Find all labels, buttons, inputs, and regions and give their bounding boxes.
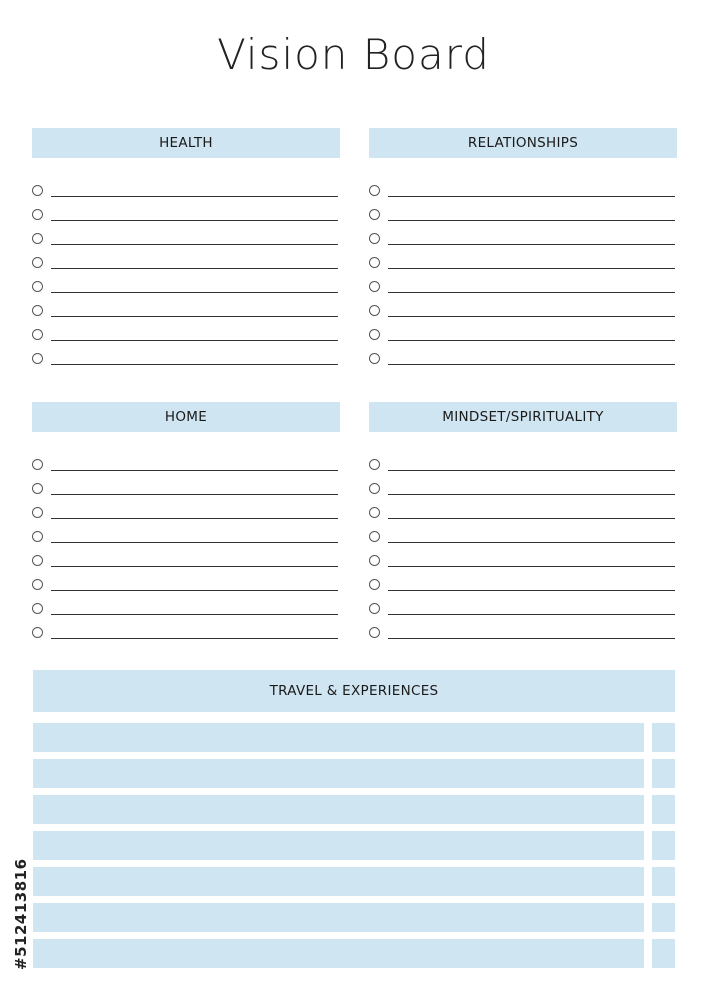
checklist-row bbox=[32, 278, 340, 302]
checkbox-circle[interactable] bbox=[32, 257, 43, 268]
travel-entry-field[interactable] bbox=[33, 831, 644, 860]
writing-line[interactable] bbox=[388, 292, 675, 293]
checklist-row bbox=[32, 480, 340, 504]
writing-line[interactable] bbox=[51, 244, 338, 245]
writing-line[interactable] bbox=[388, 268, 675, 269]
checkbox-circle[interactable] bbox=[369, 507, 380, 518]
checklist-row bbox=[32, 350, 340, 374]
writing-line[interactable] bbox=[388, 316, 675, 317]
section-mindset-spirituality bbox=[369, 402, 677, 648]
checklist-row bbox=[32, 576, 340, 600]
section-travel-experiences bbox=[33, 670, 675, 975]
travel-check-field[interactable] bbox=[652, 759, 675, 788]
travel-entry-field[interactable] bbox=[33, 723, 644, 752]
checklist bbox=[369, 182, 677, 374]
writing-line[interactable] bbox=[51, 292, 338, 293]
travel-check-field[interactable] bbox=[652, 723, 675, 752]
checklist-row bbox=[369, 230, 677, 254]
travel-check-field[interactable] bbox=[652, 903, 675, 932]
checkbox-circle[interactable] bbox=[369, 579, 380, 590]
checklist-row bbox=[369, 456, 677, 480]
travel-entry-field[interactable] bbox=[33, 759, 644, 788]
writing-line[interactable] bbox=[51, 566, 338, 567]
travel-row bbox=[33, 795, 675, 824]
checklist-row bbox=[32, 230, 340, 254]
checklist-row bbox=[32, 326, 340, 350]
writing-line[interactable] bbox=[51, 470, 338, 471]
section-header: MINDSET/SPIRITUALITY bbox=[369, 402, 677, 432]
checklist-row bbox=[32, 600, 340, 624]
checkbox-circle[interactable] bbox=[369, 305, 380, 316]
writing-line[interactable] bbox=[388, 518, 675, 519]
checklist-row bbox=[369, 254, 677, 278]
checkbox-circle[interactable] bbox=[369, 209, 380, 220]
writing-line[interactable] bbox=[388, 590, 675, 591]
checklist-row bbox=[369, 350, 677, 374]
writing-line[interactable] bbox=[388, 220, 675, 221]
stock-id-watermark: #512413816 bbox=[12, 858, 30, 970]
checklist-row bbox=[32, 552, 340, 576]
section-header: HOME bbox=[32, 402, 340, 432]
checkbox-circle[interactable] bbox=[32, 281, 43, 292]
checklist-row bbox=[32, 206, 340, 230]
checkbox-circle[interactable] bbox=[369, 483, 380, 494]
checkbox-circle[interactable] bbox=[369, 603, 380, 614]
checklist-row bbox=[32, 302, 340, 326]
writing-line[interactable] bbox=[51, 364, 338, 365]
travel-check-field[interactable] bbox=[652, 831, 675, 860]
checklist-row bbox=[32, 528, 340, 552]
checkbox-circle[interactable] bbox=[32, 531, 43, 542]
checklist-row bbox=[369, 600, 677, 624]
writing-line[interactable] bbox=[388, 638, 675, 639]
writing-line[interactable] bbox=[388, 566, 675, 567]
checkbox-circle[interactable] bbox=[32, 483, 43, 494]
checklist-row bbox=[369, 504, 677, 528]
writing-line[interactable] bbox=[388, 364, 675, 365]
checkbox-circle[interactable] bbox=[32, 305, 43, 316]
checkbox-circle[interactable] bbox=[32, 353, 43, 364]
writing-line[interactable] bbox=[51, 614, 338, 615]
travel-row bbox=[33, 939, 675, 968]
checkbox-circle[interactable] bbox=[32, 603, 43, 614]
writing-line[interactable] bbox=[51, 542, 338, 543]
section-header: RELATIONSHIPS bbox=[369, 128, 677, 158]
section-header: TRAVEL & EXPERIENCES bbox=[33, 670, 675, 712]
travel-entry-field[interactable] bbox=[33, 795, 644, 824]
writing-line[interactable] bbox=[388, 494, 675, 495]
checkbox-circle[interactable] bbox=[369, 531, 380, 542]
checklist-row bbox=[32, 456, 340, 480]
travel-entry-field[interactable] bbox=[33, 867, 644, 896]
checkbox-circle[interactable] bbox=[32, 185, 43, 196]
checklist-row bbox=[369, 278, 677, 302]
checkbox-circle[interactable] bbox=[32, 233, 43, 244]
writing-line[interactable] bbox=[388, 196, 675, 197]
section-health bbox=[32, 128, 340, 374]
travel-check-field[interactable] bbox=[652, 795, 675, 824]
writing-line[interactable] bbox=[51, 518, 338, 519]
checkbox-circle[interactable] bbox=[369, 185, 380, 196]
writing-line[interactable] bbox=[388, 340, 675, 341]
travel-rows bbox=[33, 723, 675, 968]
writing-line[interactable] bbox=[51, 316, 338, 317]
section-header: HEALTH bbox=[32, 128, 340, 158]
checkbox-circle[interactable] bbox=[369, 555, 380, 566]
checklist-row bbox=[369, 576, 677, 600]
checkbox-circle[interactable] bbox=[369, 233, 380, 244]
checklist-row bbox=[32, 504, 340, 528]
writing-line[interactable] bbox=[51, 590, 338, 591]
travel-row bbox=[33, 723, 675, 752]
travel-row bbox=[33, 903, 675, 932]
writing-line[interactable] bbox=[51, 196, 338, 197]
checkbox-circle[interactable] bbox=[369, 281, 380, 292]
checklist-row bbox=[369, 624, 677, 648]
checkbox-circle[interactable] bbox=[32, 555, 43, 566]
travel-entry-field[interactable] bbox=[33, 939, 644, 968]
checkbox-circle[interactable] bbox=[32, 627, 43, 638]
checkbox-circle[interactable] bbox=[369, 257, 380, 268]
checklist-row bbox=[32, 182, 340, 206]
checklist bbox=[32, 182, 340, 374]
checklist bbox=[32, 456, 340, 648]
checklist-row bbox=[369, 480, 677, 504]
checkbox-circle[interactable] bbox=[32, 459, 43, 470]
travel-entry-field[interactable] bbox=[33, 903, 644, 932]
checklist-row bbox=[32, 624, 340, 648]
checkbox-circle[interactable] bbox=[32, 209, 43, 220]
checklist-row bbox=[369, 182, 677, 206]
writing-line[interactable] bbox=[51, 638, 338, 639]
travel-row bbox=[33, 759, 675, 788]
section-relationships bbox=[369, 128, 677, 374]
travel-check-field[interactable] bbox=[652, 939, 675, 968]
section-home bbox=[32, 402, 340, 648]
checkbox-circle[interactable] bbox=[32, 507, 43, 518]
writing-line[interactable] bbox=[51, 220, 338, 221]
checklist-row bbox=[369, 302, 677, 326]
checkbox-circle[interactable] bbox=[369, 329, 380, 340]
travel-check-field[interactable] bbox=[652, 867, 675, 896]
checkbox-circle[interactable] bbox=[369, 627, 380, 638]
writing-line[interactable] bbox=[51, 268, 338, 269]
writing-line[interactable] bbox=[388, 470, 675, 471]
checklist-row bbox=[369, 206, 677, 230]
writing-line[interactable] bbox=[51, 340, 338, 341]
writing-line[interactable] bbox=[51, 494, 338, 495]
checkbox-circle[interactable] bbox=[369, 353, 380, 364]
checklist-row bbox=[369, 552, 677, 576]
checkbox-circle[interactable] bbox=[32, 579, 43, 590]
writing-line[interactable] bbox=[388, 542, 675, 543]
travel-row bbox=[33, 867, 675, 896]
travel-row bbox=[33, 831, 675, 860]
writing-line[interactable] bbox=[388, 614, 675, 615]
checklist bbox=[369, 456, 677, 648]
checklist-row bbox=[369, 528, 677, 552]
checklist-row bbox=[369, 326, 677, 350]
checkbox-circle[interactable] bbox=[369, 459, 380, 470]
checkbox-circle[interactable] bbox=[32, 329, 43, 340]
page-title: Vision Board bbox=[217, 30, 490, 79]
checklist-row bbox=[32, 254, 340, 278]
writing-line[interactable] bbox=[388, 244, 675, 245]
